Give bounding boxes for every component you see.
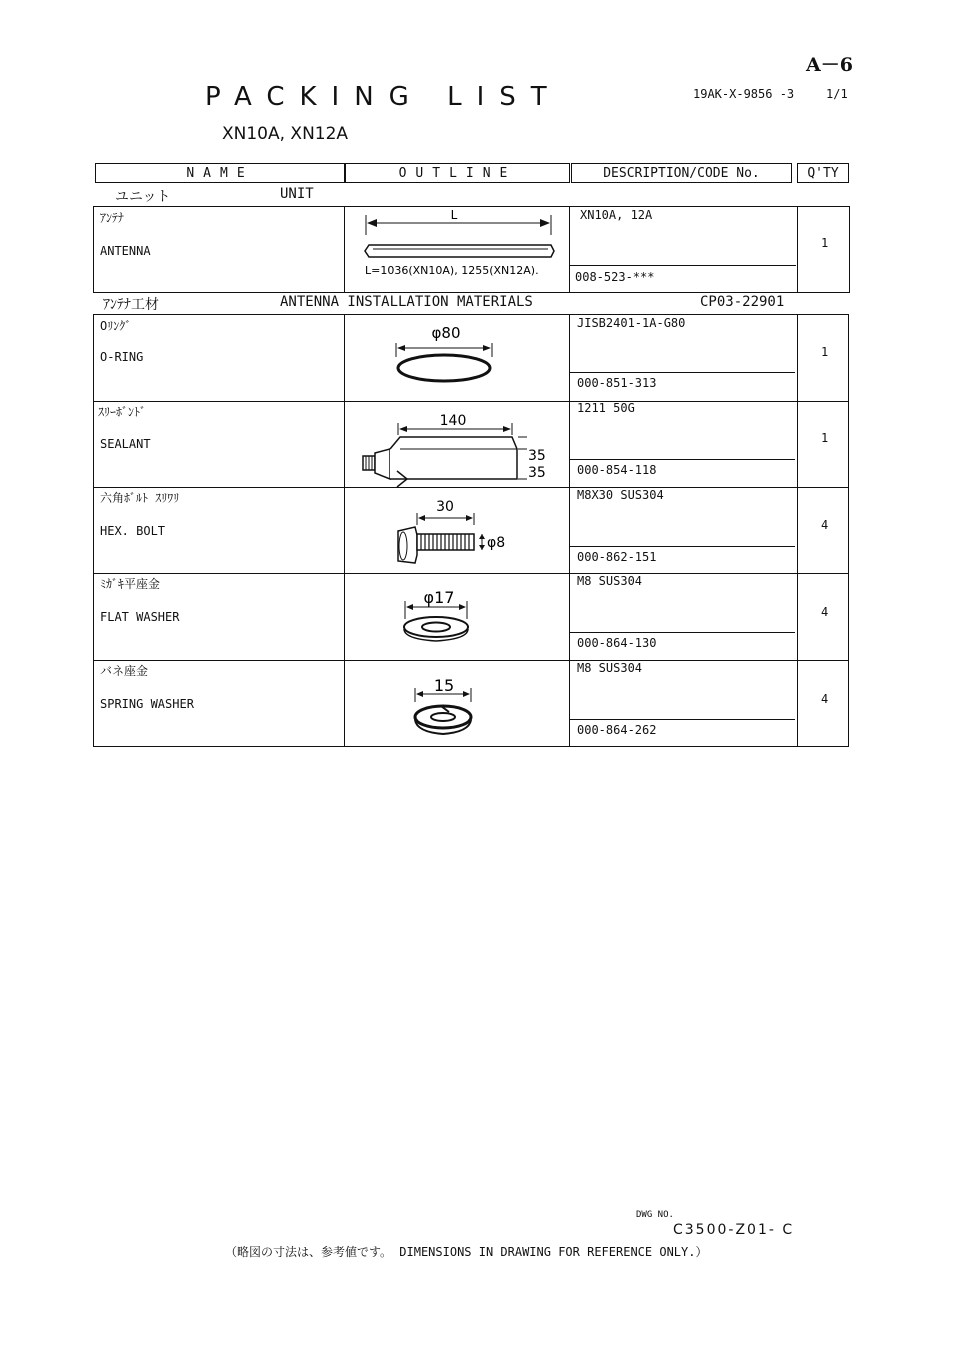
oring-drawing [345, 315, 569, 401]
bolt-dim-length: 30 [436, 499, 454, 515]
spring-washer-dim: 15 [433, 676, 455, 695]
oring-name-en: O-RING [100, 350, 144, 364]
antenna-name-jp: ｱﾝﾃﾅ [100, 211, 125, 225]
section-install-code: CP03-22901 [700, 294, 785, 310]
bolt-dim-diameter: φ8 [487, 535, 506, 551]
sealant-dim-width: 35 [528, 448, 546, 464]
antenna-code: 008-523-*** [575, 270, 655, 284]
page-title: PACKING LIST [205, 82, 562, 112]
oring-name-jp: Oﾘﾝｸﾞ [100, 319, 132, 333]
sealant-name-jp: ｽﾘｰﾎﾞﾝﾄﾞ [98, 405, 147, 419]
section-install-en: ANTENNA INSTALLATION MATERIALS [280, 294, 533, 310]
antenna-name-en: ANTENNA [100, 244, 151, 258]
sealant-dim-height: 35 [528, 465, 546, 481]
bolt-name-jp: 六角ﾎﾞﾙﾄ ｽﾘﾜﾘ [100, 491, 180, 505]
page-label: A－6 [806, 54, 853, 76]
oring-code: 000-851-313 [577, 376, 657, 390]
flat-washer-drawing [345, 573, 569, 660]
section-install-jp: ｱﾝﾃﾅ工材 [103, 297, 159, 313]
section-unit-jp: ユニット [115, 189, 171, 205]
antenna-length-note: L=1036(XN10A), 1255(XN12A). [365, 264, 539, 277]
spring-washer-name-jp: バネ座金 [100, 664, 149, 678]
header-name: NAME [95, 163, 345, 183]
antenna-desc: XN10A, 12A [580, 208, 653, 222]
section-unit-en: UNIT [280, 186, 314, 202]
bolt-qty: 4 [821, 518, 829, 532]
spring-washer-code: 000-864-262 [577, 723, 657, 737]
header-outline: OUTLINE [345, 163, 570, 183]
flat-washer-name-en: FLAT WASHER [100, 610, 180, 624]
materials-table [93, 314, 849, 747]
antenna-qty: 1 [821, 236, 829, 250]
sealant-qty: 1 [821, 431, 829, 445]
bolt-name-en: HEX. BOLT [100, 524, 166, 538]
model-name: XN10A, XN12A [222, 124, 349, 144]
spring-washer-qty: 4 [821, 692, 829, 706]
spring-washer-drawing [345, 660, 569, 747]
spring-washer-name-en: SPRING WASHER [100, 697, 194, 711]
flat-washer-dim: φ17 [423, 588, 455, 607]
sealant-name-en: SEALANT [100, 437, 151, 451]
antenna-dim-l: L [450, 208, 458, 222]
antenna-row [93, 206, 850, 293]
flat-washer-code: 000-864-130 [577, 636, 657, 650]
sealant-code: 000-854-118 [577, 463, 657, 477]
footer-note: （略図の寸法は、参考値です。 DIMENSIONS IN DRAWING FOR REFERENCE ONLY.） [225, 1245, 708, 1259]
oring-desc: JISB2401-1A-G80 [577, 316, 686, 330]
flat-washer-desc: M8 SUS304 [577, 574, 643, 588]
spring-washer-desc: M8 SUS304 [577, 661, 643, 675]
oring-qty: 1 [821, 345, 829, 359]
flat-washer-name-jp: ﾐｶﾞｷ平座金 [100, 577, 161, 591]
doc-number: 19AK-X-9856 -3 [693, 87, 795, 101]
page-number: 1/1 [826, 87, 848, 101]
bolt-code: 000-862-151 [577, 550, 657, 564]
bolt-drawing [345, 487, 569, 573]
antenna-drawing [345, 207, 569, 293]
sealant-drawing [345, 401, 569, 487]
header-qty: Q'TY [797, 163, 849, 183]
header-description: DESCRIPTION/CODE No. [571, 163, 792, 183]
oring-dim: φ80 [431, 324, 461, 342]
sealant-dim-length: 140 [439, 413, 467, 429]
flat-washer-qty: 4 [821, 605, 829, 619]
sealant-desc: 1211 50G [577, 401, 635, 415]
bolt-desc: M8X30 SUS304 [577, 488, 664, 502]
dwg-label: DWG NO. [636, 1210, 674, 1220]
dwg-number: C3500-Z01- C [673, 1222, 795, 1238]
